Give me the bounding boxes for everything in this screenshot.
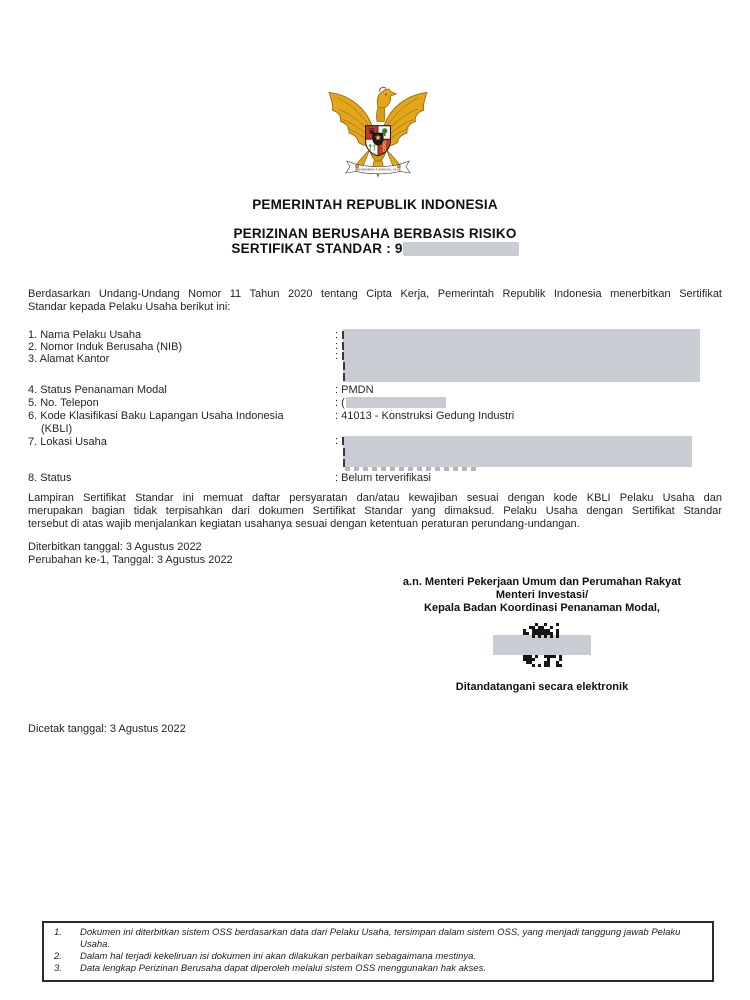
field-row-modal [28, 384, 722, 397]
qr-code-top-fragment [523, 623, 562, 638]
authority-line-1: a.n. Menteri Pekerjaan Umum dan Perumahan Rakyat [402, 576, 682, 588]
garuda-pancasila-emblem [326, 84, 430, 183]
redaction-remnant-text [345, 467, 477, 471]
field-row-status [28, 472, 722, 485]
field-value-status: : Belum terverifikasi [335, 472, 431, 484]
government-title: PEMERINTAH REPUBLIK INDONESIA [252, 197, 498, 212]
field-label: 6. Kode Klasifikasi Baku Lapangan Usaha Indonesia (KBLI) [28, 410, 335, 436]
field-label-nama: 1. Nama Pelaku Usaha [28, 329, 142, 341]
signature-block [390, 576, 694, 693]
redaction-box-phone [346, 397, 446, 408]
certificate-number-redaction [403, 242, 519, 256]
pancasila-shield [366, 126, 391, 157]
footnote-item [54, 927, 704, 951]
lampiran-line-3: tersebut di atas wajib menjalankan kegiatan usahanya sesuai dengan ketentuan peraturan perundang-undangan. [28, 518, 580, 530]
field-row-telepon [28, 397, 722, 410]
field-value-alamat: : [335, 351, 344, 362]
lampiran-line-2: merupakan bagian tidak terpisahkan dari dokumen Sertifikat Standar yang dimaksud. Pelaku Usaha dengan Sertifikat Standar [28, 505, 722, 517]
field-group-1-3 [28, 329, 722, 384]
certificate-number-prefix: 9 [394, 241, 403, 256]
intro-paragraph [28, 288, 722, 314]
certificate-number-line [0, 241, 750, 256]
esign-note: Ditandatangani secara elektronik [455, 681, 629, 693]
field-label-kbli2: (KBLI) [41, 423, 73, 435]
field-label: 7. Lokasi Usaha [28, 436, 107, 448]
footnote-number: 1. [54, 927, 62, 938]
issued-date-line: Diterbitkan tanggal: 3 Agustus 2022 [28, 541, 202, 553]
footnote-text: Dokumen ini diterbitkan sistem OSS berdasarkan data dari Pelaku Usaha, tersimpan dalam sistem OSS, yang menjadi tanggung jawab Pelaku Usaha. [80, 927, 681, 950]
program-title: PERIZINAN BERUSAHA BERBASIS RISIKO [233, 226, 517, 241]
footnote-number: 2. [54, 951, 62, 962]
footnote-text: Dalam hal terjadi kekeliruan isi dokumen ini akan dilakukan perbaikan sebagaimana mestinya. [80, 951, 477, 962]
field-label: 8. Status [28, 472, 72, 484]
field-value-alamat-2 [339, 361, 345, 372]
field-value-alamat-3 [339, 372, 345, 383]
field-value: : PMDN [335, 384, 374, 396]
ribbon-text: BHINNEKA TUNGGAL IKA [357, 167, 399, 172]
redaction-box-lokasi [343, 436, 692, 467]
field-label-nib: 2. Nomor Induk Berusaha (NIB) [28, 341, 183, 353]
field-label: 4. Status Penanaman Modal [28, 384, 167, 396]
footnote-item [54, 951, 704, 963]
footnote-number: 3. [54, 963, 62, 974]
field-row-kbli [28, 410, 722, 436]
qr-code-bottom-fragment [523, 655, 562, 667]
certificate-label: SERTIFIKAT STANDAR : [231, 241, 391, 256]
issue-dates [28, 541, 233, 567]
business-fields [28, 329, 722, 485]
printed-date-line: Dicetak tanggal: 3 Agustus 2022 [28, 723, 186, 735]
certificate-title-block [0, 226, 750, 256]
footnote-text: Data lengkap Perizinan Berusaha dapat diperoleh melalui sistem OSS menggunakan hak akses. [80, 963, 487, 974]
revision-date-line: Perubahan ke-1, Tanggal: 3 Agustus 2022 [28, 554, 233, 566]
authority-line-2: Menteri Investasi/ [495, 589, 589, 601]
lampiran-line-1: Lampiran Sertifikat Standar ini memuat daftar persyaratan dan/atau kewajiban sesuai dengan kode KBLI Pelaku Usaha dan [28, 492, 722, 504]
field-value-nib: : [335, 341, 344, 352]
field-label: 5. No. Telepon [28, 397, 99, 409]
intro-line-1: Berdasarkan Undang-Undang Nomor 11 Tahun 2020 tentang Cipta Kerja, Pemerintah Republik Indonesia menerbitkan Sertifikat [28, 288, 722, 300]
field-value: : [335, 436, 722, 472]
signer-name-redaction [493, 635, 591, 655]
field-row-lokasi [28, 436, 722, 472]
footnotes-box [42, 921, 714, 982]
redaction-box-identity [343, 329, 700, 382]
field-label-alamat: 3. Alamat Kantor [28, 353, 110, 365]
footnote-item [54, 963, 704, 975]
field-value: : 41013 - Konstruksi Gedung Industri [335, 410, 515, 422]
intro-line-2: Standar kepada Pelaku Usaha berikut ini: [28, 301, 231, 313]
lampiran-paragraph [28, 492, 722, 531]
field-value-nama: : [335, 330, 344, 341]
field-value: : ( [335, 397, 722, 410]
authority-line-3: Kepala Badan Koordinasi Penanaman Modal, [424, 602, 660, 614]
